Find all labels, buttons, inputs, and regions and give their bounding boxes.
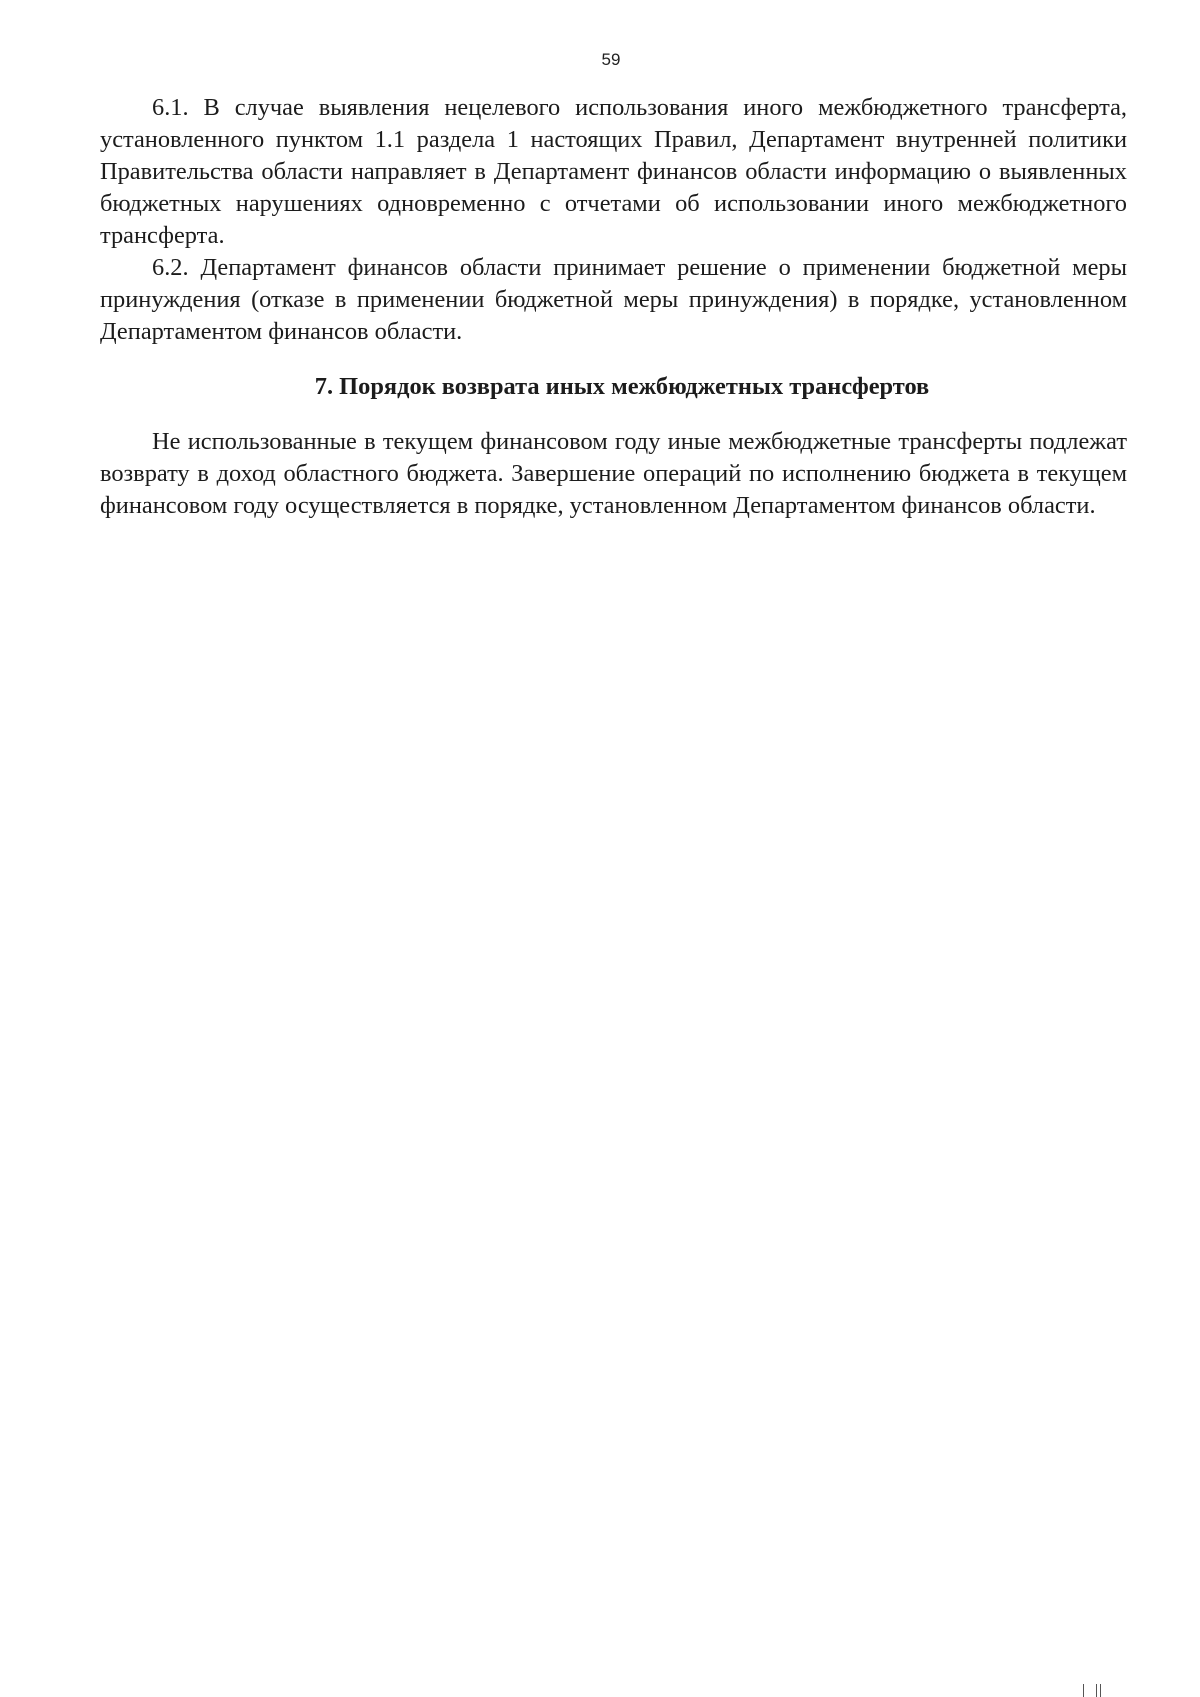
scan-edge-mark	[1083, 1684, 1084, 1697]
section-7-heading: 7. Порядок возврата иных межбюджетных трансфертов	[314, 373, 930, 400]
section-7-paragraph: Не использованные в текущем финансовом году иные межбюджетные трансферты подлежат возврату в доход областного бюджета. Завершение операций по исполнению бюджета в текущем финансовом году осуществляется в порядке, установленном Департаментом финансов области.	[100, 428, 1127, 519]
paragraph-6-2: 6.2. Департамент финансов области принимает решение о применении бюджетной меры принуждения (отказе в применении бюджетной меры принуждения) в порядке, установленном Департаментом финансов области.	[100, 254, 1127, 345]
scan-edge-mark	[1100, 1684, 1101, 1697]
scan-edge-mark	[1096, 1684, 1097, 1697]
page-number: 59	[601, 50, 621, 69]
document-body	[100, 92, 1127, 522]
paragraph-6-1: 6.1. В случае выявления нецелевого использования иного межбюджетного трансферта, установленного пунктом 1.1 раздела 1 настоящих Правил, Департамент внутренней политики Правительства области направляет в Департамент финансов области информацию о выявленных бюджетных нарушениях одновременно с отчетами об использовании иного межбюджетного трансферта.	[100, 94, 1127, 249]
